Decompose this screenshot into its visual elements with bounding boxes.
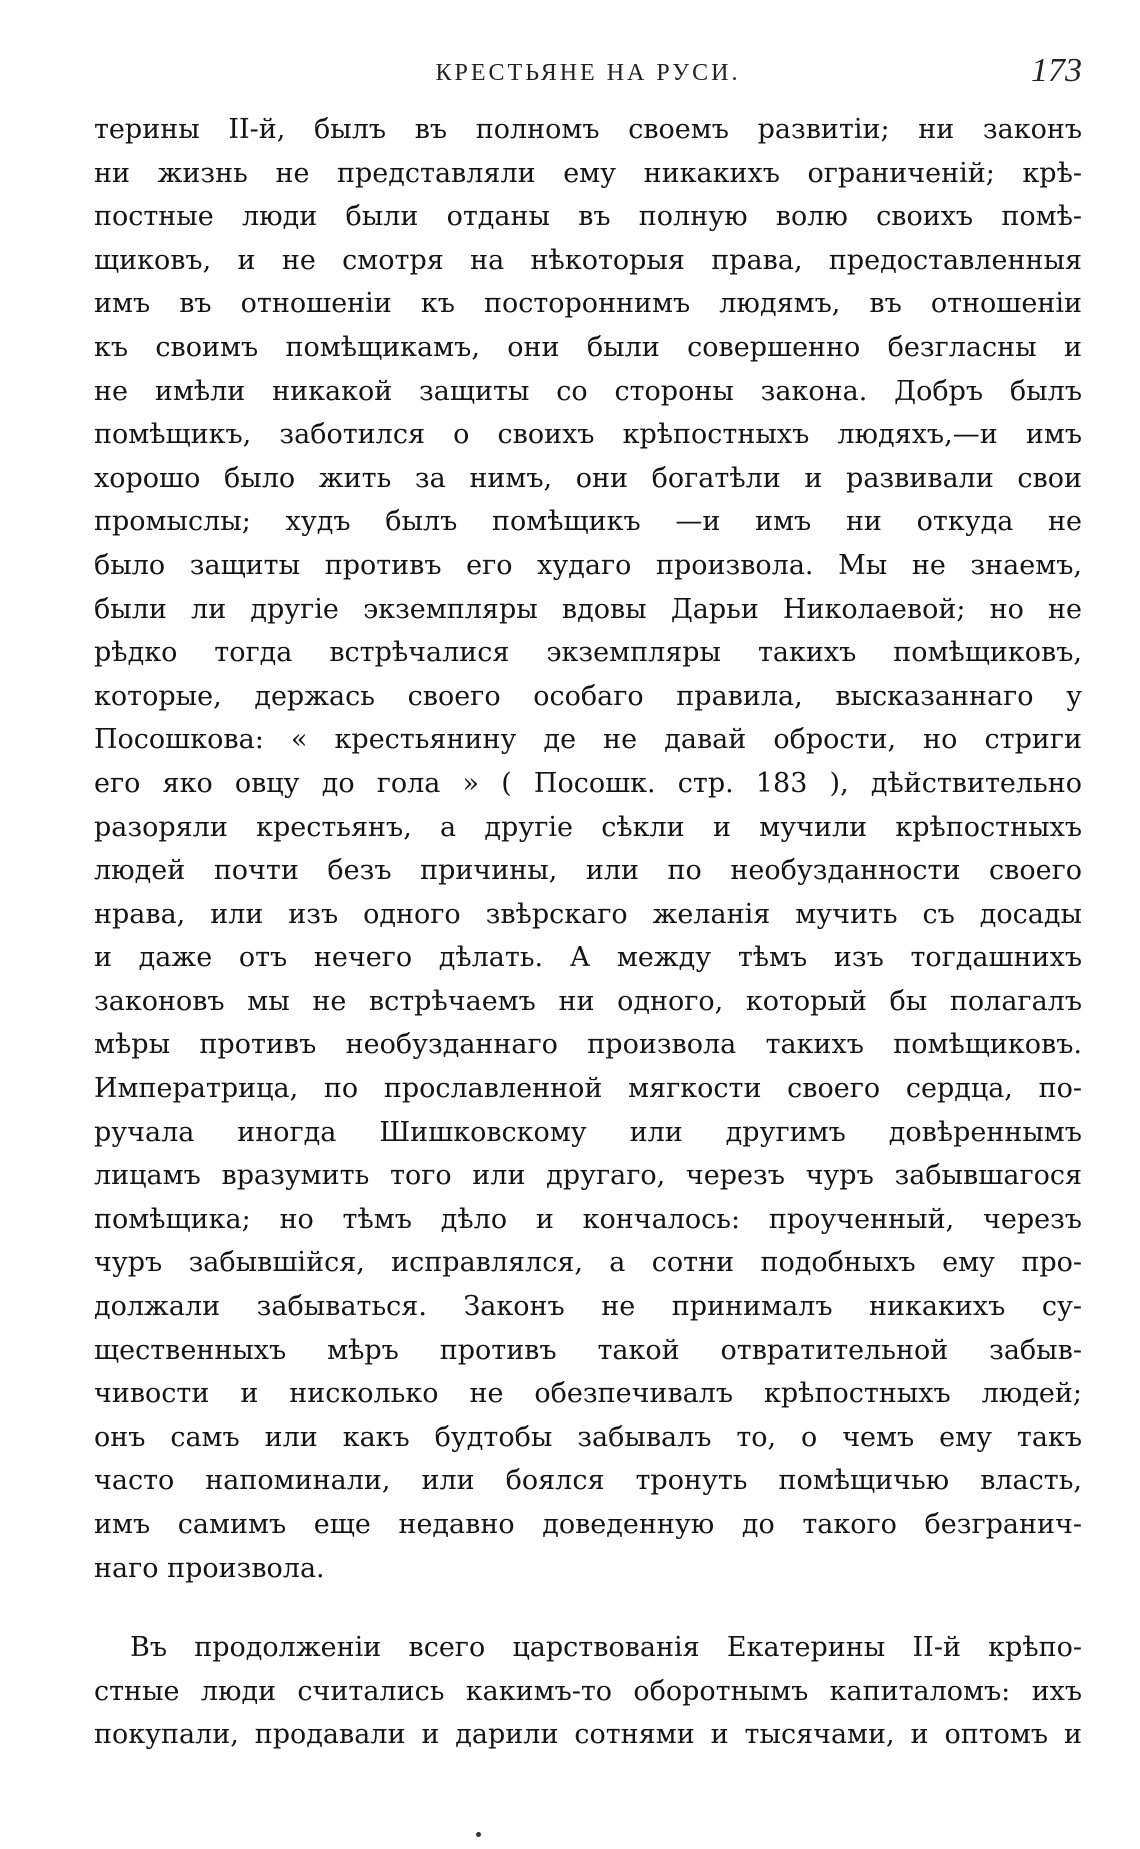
text-line: промыслы; худъ былъ помѣщикъ —и имъ ни откуда не bbox=[94, 506, 1082, 538]
text-line: должали забываться. Законъ не принималъ никакихъ су- bbox=[94, 1291, 1082, 1323]
text-line: терины II-й, былъ въ полномъ своемъ развитіи; ни законъ bbox=[94, 114, 1082, 145]
text-line: его яко овцу до гола » ( Посошк. стр. 183 ), дѣйствительно bbox=[94, 767, 1082, 799]
text-line: нрава, или изъ одного звѣрскаго желанія мучить съ досады bbox=[94, 898, 1082, 930]
paragraph bbox=[94, 1626, 1082, 1757]
text-line: къ своимъ помѣщикамъ, они были совершенно безгласны и bbox=[94, 331, 1082, 363]
text-line: разоряли крестьянъ, а другіе сѣкли и мучили крѣпостныхъ bbox=[94, 811, 1082, 843]
text-line: щественныхъ мѣръ противъ такой отвратительной забыв- bbox=[94, 1334, 1082, 1366]
text-line: имъ въ отношеніи къ постороннимъ людямъ, въ отношеніи bbox=[94, 288, 1082, 320]
text-line: ручала иногда Шишковскому или другимъ довѣреннымъ bbox=[94, 1116, 1082, 1148]
body-text bbox=[94, 108, 1082, 1757]
text-line: Императрица, по прославленной мягкости своего сердца, по- bbox=[94, 1073, 1082, 1105]
text-line: лицамъ вразумить того или другаго, черезъ чуръ забывшагося bbox=[94, 1160, 1082, 1192]
text-line: было защиты противъ его худаго произвола. Мы не знаемъ, bbox=[94, 549, 1082, 581]
text-line: стные люди считались какимъ-то оборотнымъ капиталомъ: ихъ bbox=[94, 1675, 1082, 1707]
text-line: часто напоминали, или боялся тронуть помѣщичью власть, bbox=[94, 1465, 1082, 1497]
text-line: онъ самъ или какъ будтобы забывалъ то, о чемъ ему такъ bbox=[94, 1421, 1082, 1453]
ink-speck bbox=[476, 1832, 481, 1837]
text-line: законовъ мы не встрѣчаемъ ни одного, который бы полагалъ bbox=[94, 985, 1082, 1017]
text-line: покупали, продавали и дарили сотнями и тысячами, и оптомъ и bbox=[94, 1719, 1082, 1751]
text-line: ни жизнь не представляли ему никакихъ ограниченій; крѣ- bbox=[94, 157, 1082, 189]
text-line: были ли другіе экземпляры вдовы Дарьи Николаевой; но не bbox=[94, 593, 1082, 625]
text-line: рѣдко тогда встрѣчалися экземпляры такихъ помѣщиковъ, bbox=[94, 637, 1082, 669]
paragraph-gap bbox=[94, 1590, 1082, 1626]
text-line: не имѣли никакой защиты со стороны закона. Добръ былъ bbox=[94, 375, 1082, 407]
text-line: постные люди были отданы въ полную волю своихъ помѣ- bbox=[94, 201, 1082, 233]
text-line: людей почти безъ причины, или по необузданности своего bbox=[94, 855, 1082, 887]
text-line: помѣщика; но тѣмъ дѣло и кончалось: проученный, черезъ bbox=[94, 1203, 1082, 1235]
text-line: наго произвола. bbox=[94, 1552, 325, 1584]
text-line: Въ продолженіи всего царствованія Екатерины II-й крѣпо- bbox=[130, 1632, 1082, 1664]
text-line: чивости и нисколько не обезпечивалъ крѣпостныхъ людей; bbox=[94, 1378, 1082, 1410]
text-line: и даже отъ нечего дѣлать. А между тѣмъ изъ тогдашнихъ bbox=[94, 942, 1082, 974]
text-line: Посошкова: « крестьянину де не давай обрости, но стриги bbox=[94, 724, 1082, 756]
paragraph bbox=[94, 108, 1082, 1590]
text-line: которые, держась своего особаго правила, высказаннаго у bbox=[94, 680, 1082, 712]
text-line: мѣры противъ необузданнаго произвола такихъ помѣщиковъ. bbox=[94, 1029, 1082, 1061]
running-title: КРЕСТЬЯНЕ НА РУСИ. bbox=[435, 60, 741, 86]
page-number: 173 bbox=[1031, 52, 1082, 89]
text-line: щиковъ, и не смотря на нѣкоторыя права, предоставленныя bbox=[94, 244, 1082, 276]
text-line: хорошо было жить за нимъ, они богатѣли и развивали свои bbox=[94, 462, 1082, 494]
text-line: помѣщикъ, заботился о своихъ крѣпостныхъ людяхъ,—и имъ bbox=[94, 419, 1082, 451]
text-line: чуръ забывшійся, исправлялся, а сотни подобныхъ ему про- bbox=[94, 1247, 1082, 1279]
running-head bbox=[94, 52, 1082, 92]
text-line: имъ самимъ еще недавно доведенную до такого безгранич- bbox=[94, 1509, 1082, 1540]
